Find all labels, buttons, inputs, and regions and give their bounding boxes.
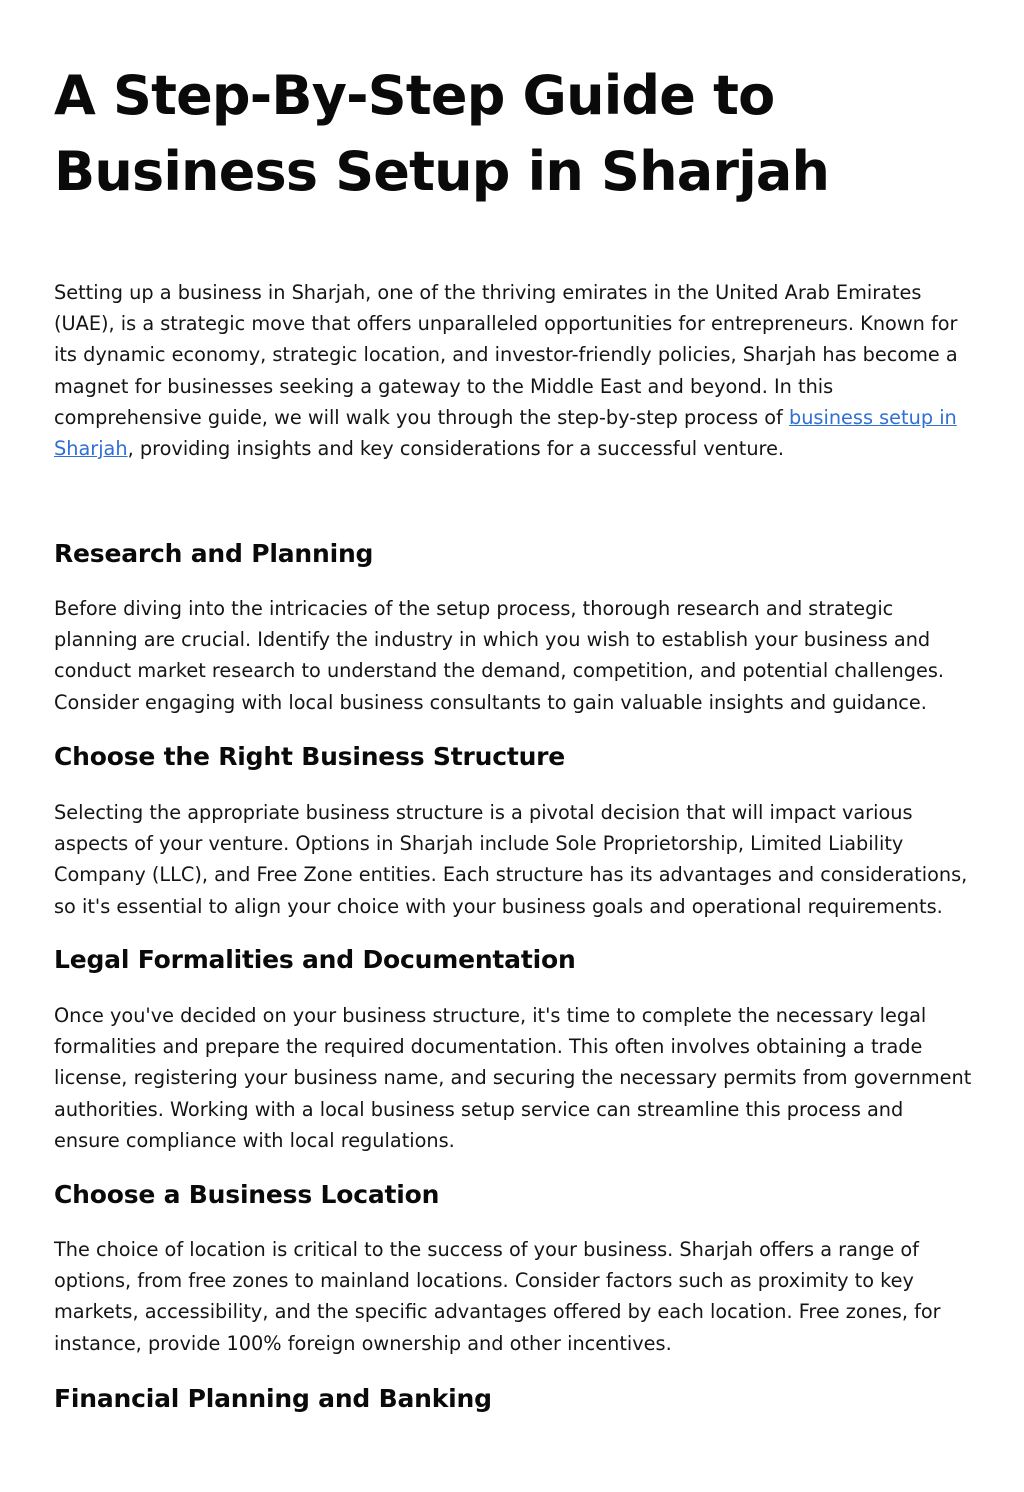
section-heading-legal-formalities: Legal Formalities and Documentation — [54, 945, 576, 974]
business-setup-link[interactable]: business setup in Sharjah — [54, 405, 957, 461]
document-title: A Step-By-Step Guide to Business Setup in Sharjah — [54, 64, 830, 203]
section-heading-research-planning: Research and Planning — [54, 539, 374, 568]
section-body-business-location: The choice of location is critical to the success of your business. Sharjah offers a range of options, from free zones to mainland locations. Consider factors such as proximity to key markets, accessibility, and the specific advantages offered by each location. Free zones, for instance, provide 100% foreign ownership and other incentives. — [54, 1238, 941, 1355]
section-heading-financial-planning: Financial Planning and Banking — [54, 1384, 492, 1413]
section-heading-business-location: Choose a Business Location — [54, 1180, 440, 1209]
intro-text-after-link: , providing insights and key considerations for a successful venture. — [127, 437, 785, 461]
section-body-legal-formalities: Once you've decided on your business structure, it's time to complete the necessary legal formalities and prepare the required documentation. This often involves obtaining a trade license, registering your business name, and securing the necessary permits from government authorities. Working with a local business setup service can streamline this process and ensure compliance with local regulations. — [54, 1004, 972, 1152]
section-body-research-planning: Before diving into the intricacies of the setup process, thorough research and strategic planning are crucial. Identify the industry in which you wish to establish your business and conduct market research to understand the demand, competition, and potential challenges. Consider engaging with local business consultants to gain valuable insights and guidance. — [54, 597, 945, 714]
intro-paragraph — [54, 277, 974, 464]
intro-text-before-link: Setting up a business in Sharjah, one of the thriving emirates in the United Arab Emirates (UAE), is a strategic move that offers unparalleled opportunities for entrepreneurs. Known for its dynamic economy, strategic location, and investor-friendly policies, Sharjah has become a magnet for businesses seeking a gateway to the Middle East and beyond. In this comprehensive guide, we will walk you through the step-by-step process of — [54, 281, 958, 429]
section-heading-business-structure: Choose the Right Business Structure — [54, 742, 566, 771]
section-body-business-structure: Selecting the appropriate business structure is a pivotal decision that will impact various aspects of your venture. Options in Sharjah include Sole Proprietorship, Limited Liability Company (LLC), and Free Zone entities. Each structure has its advantages and considerations, so it's essential to align your choice with your business goals and operational requirements. — [54, 801, 968, 918]
